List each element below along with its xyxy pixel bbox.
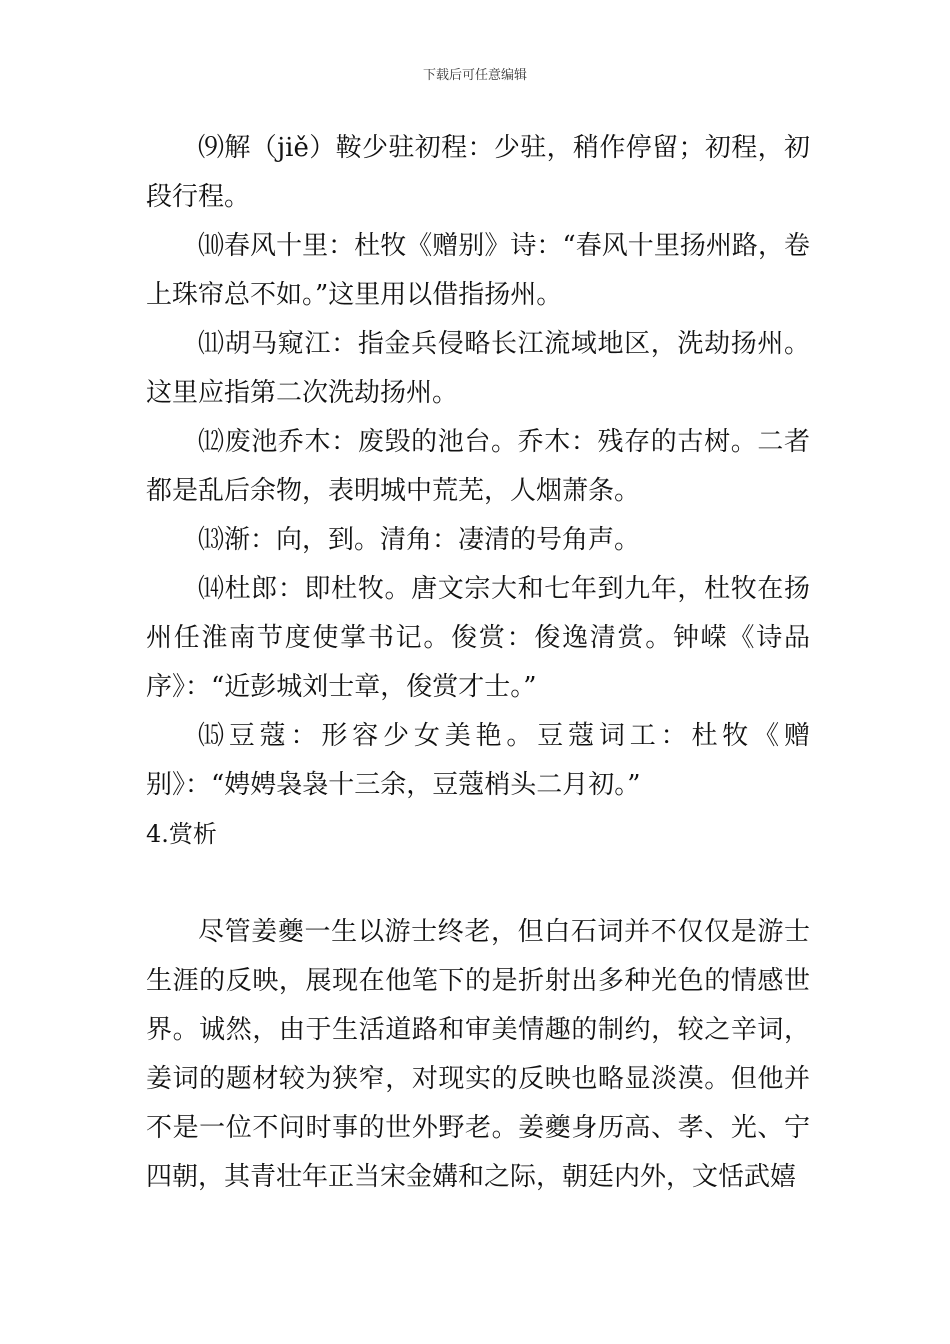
- section-spacer: [146, 859, 810, 908]
- section-paragraph: 尽管姜夔一生以游士终老，但白石词并不仅仅是游士生涯的反映，展现在他笔下的是折射出多种光色的情感世界。诚然，由于生活道路和审美情趣的制约，较之辛词，姜词的题材较为狭窄，对现实的反映也略显淡漠。但他并不是一位不问时事的世外野老。姜夔身历高、孝、光、宁四朝，其青壮年正当宋金媾和之际，朝廷内外，文恬武嬉: [146, 917, 810, 1192]
- note-marker: ⑽: [198, 231, 225, 261]
- note-11: [146, 320, 810, 418]
- note-text: 杜郎：即杜牧。唐文宗大和七年到九年，杜牧在扬州任淮南节度使掌书记。俊赏：俊逸清赏。钟嵘《诗品序》：“近彭城刘士章，俊赏才士。”: [146, 574, 810, 702]
- note-marker: ⒁: [198, 574, 225, 604]
- note-text: 渐：向，到。清角：凄清的号角声。: [224, 525, 641, 555]
- note-text: 废池乔木：废毁的池台。乔木：残存的古树。二者都是乱后余物，表明城中荒芜，人烟萧条。: [146, 427, 810, 506]
- document-body: [146, 124, 810, 1202]
- note-text: 春风十里：杜牧《赠别》诗：“春风十里扬州路，卷上珠帘总不如。”这里用以借指扬州。: [146, 231, 810, 310]
- note-text: 胡马窥江：指金兵侵略长江流域地区，洗劫扬州。这里应指第二次洗劫扬州。: [146, 329, 810, 408]
- note-marker: ⑼: [198, 133, 225, 163]
- note-marker: ⒀: [198, 525, 225, 555]
- note-marker: ⒂: [198, 721, 229, 751]
- section-heading: 4.赏析: [146, 820, 217, 848]
- page-header: 下载后可任意编辑: [422, 68, 527, 83]
- note-marker: ⑾: [198, 329, 225, 359]
- note-12: [146, 418, 810, 516]
- note-marker: ⑿: [198, 427, 225, 457]
- note-9: [146, 124, 810, 222]
- note-text: 豆蔻：形容少女美艳。豆蔻词工：杜牧《赠别》：“娉娉袅袅十三余，豆蔻梢头二月初。”: [146, 721, 810, 800]
- note-14: [146, 565, 810, 712]
- note-10: [146, 222, 810, 320]
- note-13: [146, 516, 810, 565]
- note-text: 解（jiě）鞍少驻初程：少驻，稍作停留；初程，初段行程。: [146, 133, 810, 212]
- note-15: [146, 712, 810, 810]
